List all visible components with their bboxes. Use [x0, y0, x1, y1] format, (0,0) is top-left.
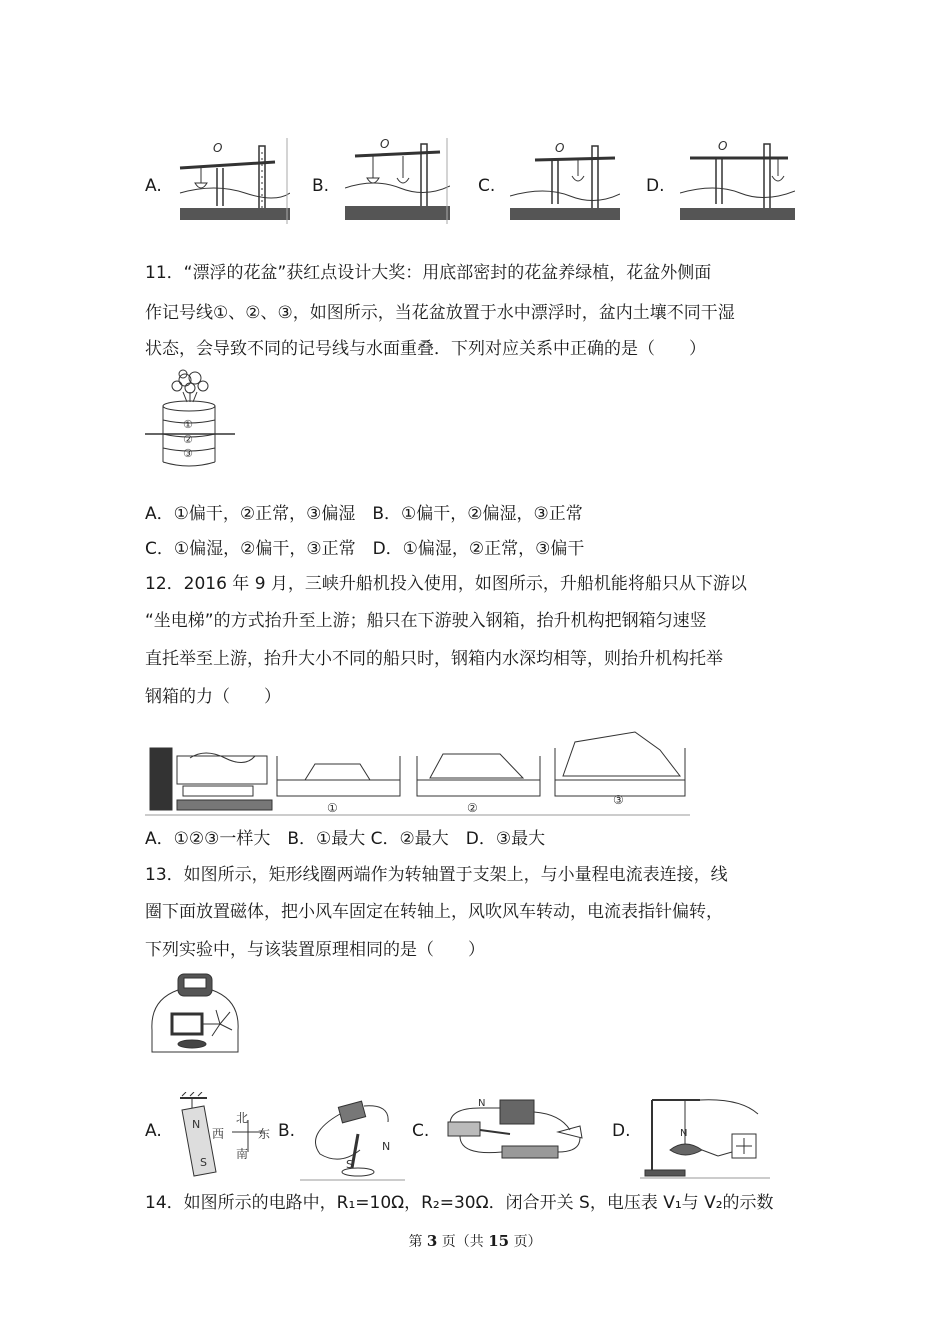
q13-line-1: 13．如图所示，矩形线圈两端作为转轴置于支架上，与小量程电流表连接，线	[145, 865, 728, 885]
q13-line-3: 下列实验中，与该装置原理相同的是（ ）	[145, 940, 485, 960]
q12-line-2: “坐电梯”的方式抬升至上游；船只在下游驶入钢箱，抬升机构把钢箱匀速竖	[145, 611, 707, 631]
q13-option-b-figure	[300, 1094, 405, 1184]
footer-mid: 页（共	[441, 1234, 484, 1250]
svg-text:S: S	[200, 1156, 207, 1169]
q12-line-3: 直托举至上游，抬升大小不同的船只时，钢箱内水深均相等，则抬升机构托举	[145, 649, 723, 669]
svg-text:O: O	[213, 141, 223, 155]
q13-option-b-label: B.	[278, 1121, 296, 1141]
q12-ship-lift-figure	[145, 728, 690, 818]
svg-text:O: O	[380, 138, 390, 151]
q10-option-c-label: C.	[478, 176, 496, 196]
q13-compass-west: 西	[212, 1127, 225, 1141]
q11-mark-3: ③	[183, 447, 193, 460]
q11-line-3: 状态，会导致不同的记号线与水面重叠．下列对应关系中正确的是（ ）	[145, 339, 706, 359]
svg-text:N: N	[192, 1118, 201, 1131]
svg-text:O: O	[555, 141, 565, 155]
q11-line-2: 作记号线①、②、③，如图所示，当花盆放置于水中漂浮时，盆内土壤不同干湿	[145, 303, 735, 323]
q13-compass-north: 北	[236, 1111, 249, 1125]
q13-option-d-label: D.	[612, 1121, 631, 1141]
q13-compass-east: 东	[258, 1127, 271, 1141]
svg-text:N: N	[478, 1098, 486, 1109]
q10-option-b-label: B.	[312, 176, 330, 196]
q13-option-d-figure	[640, 1094, 770, 1179]
q10-option-b-figure	[345, 138, 450, 224]
q11-mark-1: ①	[183, 418, 193, 431]
q12-options: A．①②③一样大 B．①最大 C．②最大 D．③最大	[145, 829, 546, 849]
q13-line-2: 圈下面放置磁体，把小风车固定在转轴上，风吹风车转动，电流表指针偏转，	[145, 902, 723, 922]
page-footer	[0, 1231, 950, 1251]
q12-line-1: 12．2016 年 9 月，三峡升船机投入使用，如图所示，升船机能将船只从下游以	[145, 574, 747, 594]
q13-generator-figure	[140, 970, 250, 1060]
q11-options-line-2: C．①偏湿，②偏干，③正常 D．①偏湿，②正常，③偏干	[145, 539, 585, 559]
svg-text:N: N	[680, 1128, 688, 1139]
q13-option-a-label: A.	[145, 1121, 162, 1141]
q11-mark-2: ②	[183, 433, 193, 446]
footer-page-number: 3	[426, 1232, 438, 1250]
q10-option-c-figure	[510, 138, 620, 224]
footer-post: 页）	[513, 1234, 542, 1250]
q10-option-d-figure	[680, 138, 795, 224]
q10-option-a-label: A.	[145, 176, 162, 196]
q12-box-1-label: ①	[327, 801, 338, 815]
q12-box-2-label: ②	[467, 801, 478, 815]
q13-option-c-figure	[440, 1094, 590, 1169]
svg-text:O: O	[718, 139, 728, 153]
q11-line-1: 11．“漂浮的花盆”获红点设计大奖：用底部密封的花盆养绿植，花盆外侧面	[145, 263, 712, 283]
footer-total-pages: 15	[488, 1232, 510, 1250]
q10-option-d-label: D.	[646, 176, 665, 196]
svg-text:S: S	[346, 1158, 353, 1171]
footer-pre: 第	[408, 1234, 423, 1250]
q10-option-a-figure	[175, 138, 290, 224]
q13-option-c-label: C.	[412, 1121, 430, 1141]
q11-options-line-1: A．①偏干，②正常，③偏湿 B．①偏干，②偏湿，③正常	[145, 504, 583, 524]
q12-box-3-label: ③	[613, 793, 624, 807]
q13-compass-south: 南	[236, 1147, 249, 1161]
q11-flowerpot-figure	[145, 368, 235, 473]
q14-line-1: 14．如图所示的电路中，R₁=10Ω，R₂=30Ω．闭合开关 S，电压表 V₁与 V₂的示数	[145, 1193, 774, 1213]
q13-option-a-figure	[172, 1092, 280, 1182]
q12-line-4: 钢箱的力（ ）	[145, 687, 281, 707]
svg-text:N: N	[382, 1140, 391, 1153]
